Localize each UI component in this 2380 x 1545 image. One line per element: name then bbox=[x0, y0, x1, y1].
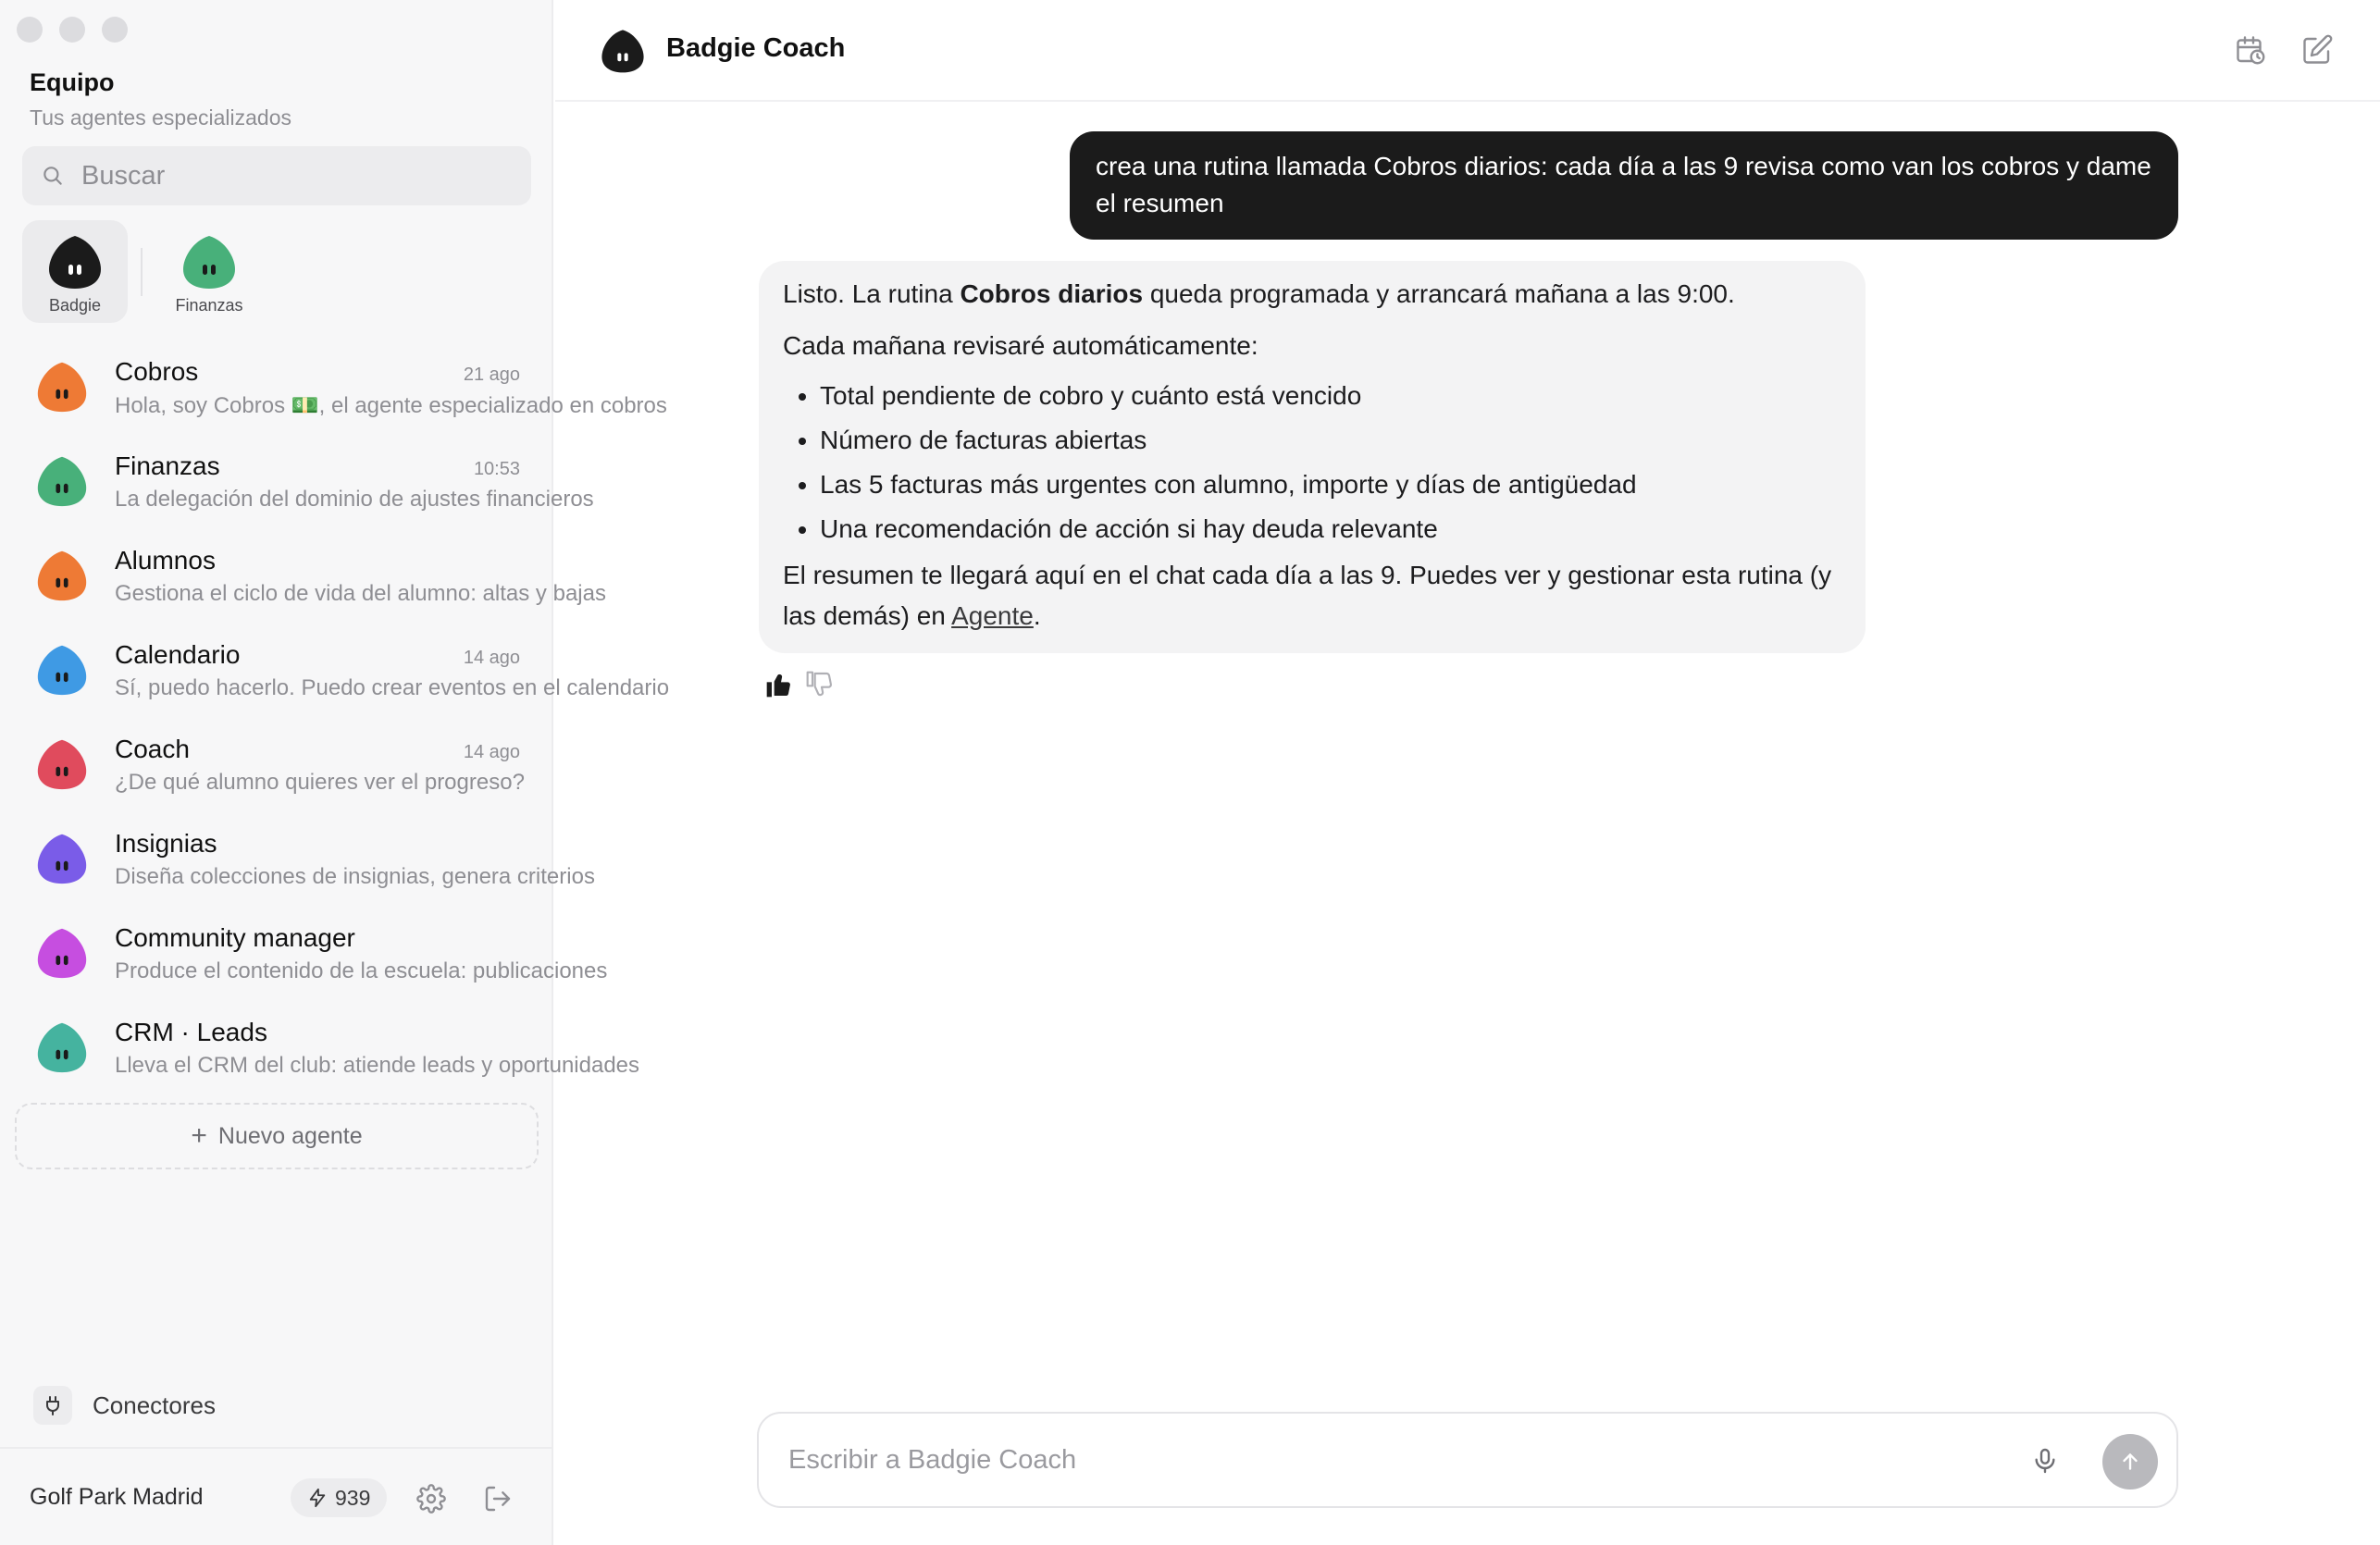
agent-avatar-icon bbox=[35, 643, 89, 697]
agent-preview: La delegación del dominio de ajustes financieros bbox=[115, 487, 594, 512]
search-box[interactable] bbox=[22, 146, 531, 205]
assistant-message bbox=[759, 261, 1866, 653]
sidebar-title: Equipo bbox=[30, 68, 115, 96]
bullet-item: • Una recomendación de acción si hay deuda relevante bbox=[820, 511, 1841, 548]
agent-list-item[interactable] bbox=[0, 529, 606, 624]
agent-preview: Produce el contenido de la escuela: publicaciones bbox=[115, 958, 608, 983]
agent-list-item[interactable] bbox=[0, 812, 595, 907]
microphone-icon[interactable] bbox=[2030, 1445, 2060, 1477]
bullet-item: • Total pendiente de cobro y cuánto está vencido bbox=[820, 377, 1841, 414]
thumbs-down-icon[interactable] bbox=[805, 670, 835, 699]
window-controls bbox=[17, 17, 128, 43]
p1-text-after: queda programada y arrancará mañana a las 9:00. bbox=[1143, 279, 1735, 308]
agent-name: Finanzas bbox=[115, 451, 220, 480]
agent-avatar-icon bbox=[35, 1020, 89, 1074]
agent-timestamp: 10:53 bbox=[473, 459, 520, 479]
plus-icon: + bbox=[191, 1120, 207, 1151]
agent-avatar-icon bbox=[35, 360, 89, 414]
schedule-icon[interactable] bbox=[2234, 33, 2267, 67]
zoom-window-button[interactable] bbox=[102, 17, 128, 43]
agent-list-item[interactable] bbox=[0, 907, 608, 1001]
user-message: crea una rutina llamada Cobros diarios: cada día a las 9 revisa como van los cobros y dame el resumen bbox=[1070, 131, 2178, 240]
sidebar bbox=[0, 0, 670, 1545]
picker-finanzas-label: Finanzas bbox=[175, 296, 243, 315]
agent-preview: Gestiona el ciclo de vida del alumno: altas y bajas bbox=[115, 581, 606, 606]
connectors-button[interactable] bbox=[33, 1386, 216, 1425]
thumbs-up-icon[interactable] bbox=[764, 670, 794, 699]
send-button[interactable] bbox=[2102, 1434, 2158, 1489]
plug-icon bbox=[33, 1386, 72, 1425]
agent-list-item[interactable] bbox=[0, 340, 667, 435]
finanzas-avatar-icon bbox=[180, 233, 238, 290]
assistant-paragraph-1 bbox=[783, 276, 1841, 313]
badgie-coach-avatar-icon bbox=[600, 28, 646, 74]
p3-text-after: . bbox=[1033, 601, 1041, 630]
picker-divider bbox=[141, 248, 143, 296]
routine-name: Cobros diarios bbox=[960, 279, 1144, 308]
gear-icon[interactable] bbox=[416, 1484, 446, 1514]
new-chat-icon[interactable] bbox=[2300, 33, 2334, 67]
arrow-up-icon bbox=[2118, 1450, 2142, 1474]
message-input[interactable]: Escribir a Badgie Coach bbox=[788, 1445, 1077, 1475]
agent-name: Insignias bbox=[115, 829, 217, 858]
agent-name: Calendario bbox=[115, 640, 241, 669]
message-composer[interactable] bbox=[757, 1412, 2178, 1508]
chat-header bbox=[555, 0, 2380, 102]
bolt-icon bbox=[307, 1488, 328, 1508]
search-input[interactable]: Buscar bbox=[81, 160, 166, 191]
agent-timestamp: 14 ago bbox=[463, 648, 520, 668]
agent-avatar-icon bbox=[35, 454, 89, 508]
assistant-paragraph-2: Cada mañana revisaré automáticamente: bbox=[783, 331, 1258, 360]
agent-preview: Sí, puedo hacerlo. Puedo crear eventos en el calendario bbox=[115, 675, 670, 700]
agent-name: CRM · Leads bbox=[115, 1018, 267, 1046]
agent-timestamp: 14 ago bbox=[463, 742, 520, 762]
credits-badge[interactable] bbox=[291, 1478, 387, 1517]
connectors-label: Conectores bbox=[93, 1390, 216, 1419]
agent-list-item[interactable] bbox=[0, 718, 553, 812]
org-name: Golf Park Madrid bbox=[30, 1484, 204, 1510]
agent-list-item[interactable] bbox=[0, 435, 594, 529]
agent-name: Community manager bbox=[115, 923, 355, 952]
new-agent-button[interactable] bbox=[15, 1103, 539, 1169]
agent-preview: Diseña colecciones de insignias, genera criterios bbox=[115, 864, 595, 889]
agent-avatar-icon bbox=[35, 737, 89, 791]
minimize-window-button[interactable] bbox=[59, 17, 85, 43]
picker-badgie[interactable] bbox=[22, 220, 128, 323]
agent-avatar-icon bbox=[35, 832, 89, 885]
agent-list-item[interactable] bbox=[0, 624, 670, 718]
new-agent-label: Nuevo agente bbox=[217, 1122, 363, 1149]
agent-name: Cobros bbox=[115, 357, 199, 386]
p1-text-before: Listo. La rutina bbox=[783, 279, 961, 308]
agent-avatar-icon bbox=[35, 926, 89, 980]
p3-text-before: El resumen te llegará aquí en el chat cada día a las 9. Puedes ver y gestionar esta rutina (y las demás) en bbox=[783, 561, 1832, 630]
assistant-bullet-list bbox=[783, 377, 1841, 548]
sidebar-subtitle: Tus agentes especializados bbox=[30, 105, 291, 130]
agent-timestamp: 21 ago bbox=[463, 365, 520, 385]
picker-finanzas[interactable] bbox=[157, 220, 261, 323]
picker-badgie-label: Badgie bbox=[48, 296, 102, 315]
sidebar-footer bbox=[0, 1447, 552, 1545]
logout-icon[interactable] bbox=[483, 1484, 513, 1514]
chat-title: Badgie Coach bbox=[666, 33, 846, 63]
agent-preview: Lleva el CRM del club: atiende leads y oportunidades bbox=[115, 1053, 640, 1078]
agent-name: Alumnos bbox=[115, 546, 216, 575]
feedback-buttons bbox=[764, 670, 835, 699]
close-window-button[interactable] bbox=[17, 17, 43, 43]
badgie-avatar-icon bbox=[46, 233, 104, 290]
agent-preview: Hola, soy Cobros 💵, el agente especializado en cobros bbox=[115, 393, 667, 418]
agent-preview: ¿De qué alumno quieres ver el progreso? bbox=[115, 770, 525, 795]
bullet-item: • Número de facturas abiertas bbox=[820, 422, 1841, 459]
agent-avatar-icon bbox=[35, 549, 89, 602]
credits-count: 939 bbox=[335, 1485, 371, 1510]
agent-list-item[interactable] bbox=[0, 1001, 640, 1095]
agent-name: Coach bbox=[115, 735, 190, 763]
bullet-item: • Las 5 facturas más urgentes con alumno, importe y días de antigüedad bbox=[820, 466, 1841, 503]
search-icon bbox=[41, 164, 65, 188]
agent-list bbox=[0, 340, 670, 1095]
assistant-paragraph-3 bbox=[783, 555, 1841, 637]
agent-link[interactable]: Agente bbox=[951, 601, 1034, 630]
